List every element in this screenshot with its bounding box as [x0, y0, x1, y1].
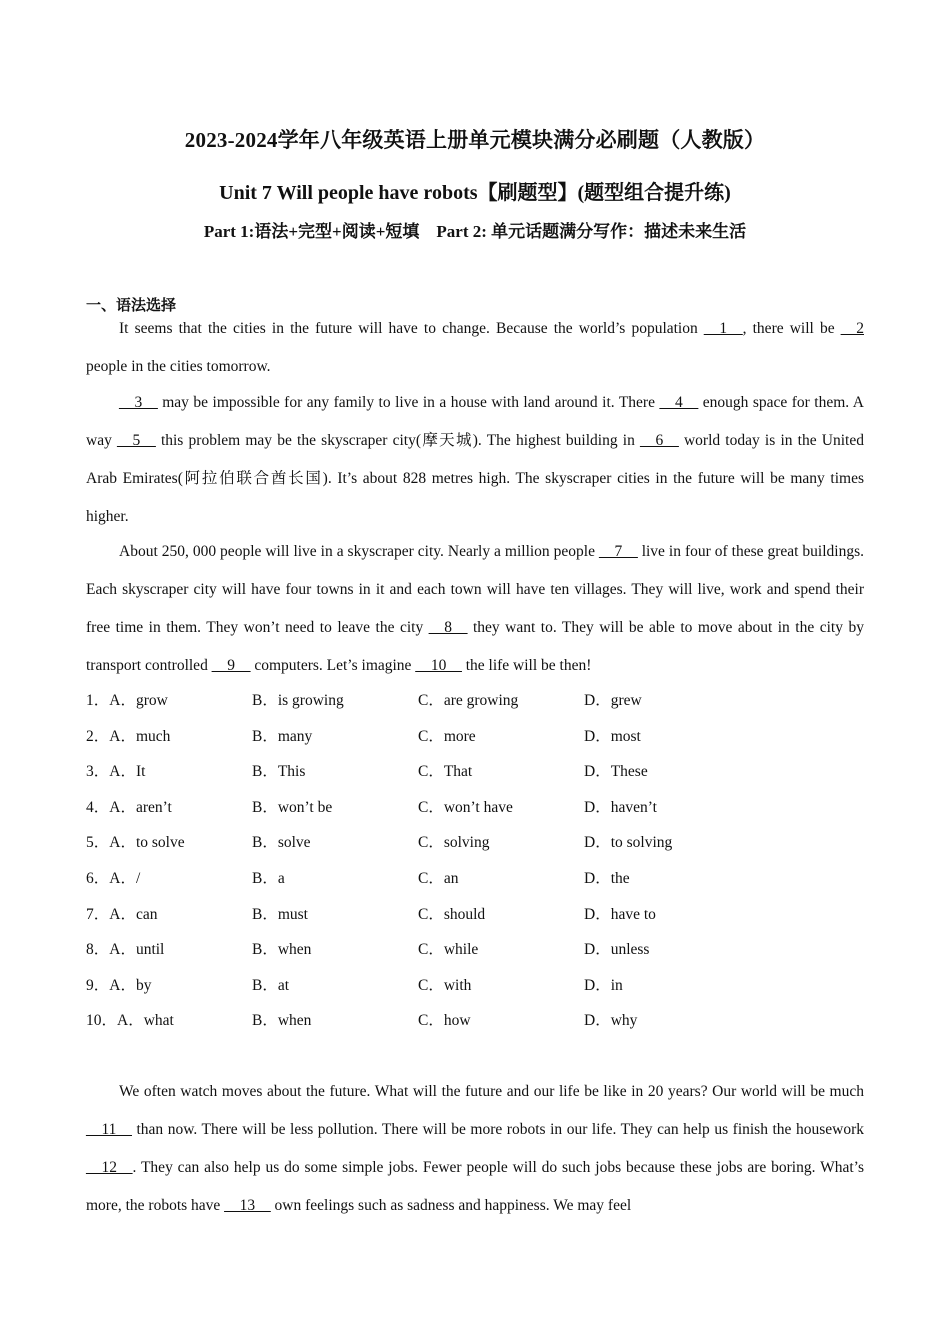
- option-c: C．should: [418, 905, 486, 923]
- passage2-paragraph1: We often watch moves about the future. What will the future and our life be like in 20 years? Our world will be much __11__ than now. There will be less pollution. There will be more robots in our life. They can help us finish the housework __12__. They can also help us do some simple jobs. Fewer people will do such jobs because these jobs are boring. What’s more, the robots have __13__ own feelings such as sadness and happiness. We may feel: [86, 1083, 864, 1214]
- option-b: B．when: [252, 941, 312, 959]
- option-d: D．unless: [584, 941, 650, 959]
- section-heading-grammar: 一、语法选择: [86, 298, 177, 314]
- option-c: C．won’t have: [418, 798, 513, 816]
- option-d: D．have to: [584, 905, 656, 923]
- option-d: D．in: [584, 976, 623, 994]
- question-options-row: [86, 932, 864, 968]
- passage1-paragraph2: __3__ may be impossible for any family to live in a house with land around it. There __4__ enough space for them. A way __5__ this problem may be the skyscraper city(摩天城). The highest building in __6__ world today is in the United Arab Emirates(阿拉伯联合酋长国). It’s about 828 metres high. The skyscraper cities in the future will be many times higher.: [86, 394, 864, 525]
- option-d: D．These: [584, 763, 648, 781]
- blank-6: __6__: [640, 432, 679, 449]
- option-c: C．an: [418, 869, 459, 887]
- option-d: D．grew: [584, 692, 642, 709]
- option-a: 8．A．until: [86, 941, 165, 959]
- option-b: B．This: [252, 763, 306, 781]
- passage1-paragraph1: It seems that the cities in the future will have to change. Because the world’s population __1__, there will be __2 people in the cities tomorrow.: [86, 320, 864, 375]
- option-b: B．must: [252, 905, 308, 923]
- question-options-row: [86, 861, 864, 897]
- option-b: B．at: [252, 976, 290, 994]
- option-a: 6．A．/: [86, 869, 141, 887]
- blank-13: __13__: [224, 1197, 271, 1214]
- option-c: C．more: [418, 727, 476, 745]
- blank-7: __7__: [598, 543, 638, 560]
- parts-line: Part 1:语法+完型+阅读+短填 Part 2: 单元话题满分写作：描述未来生活: [203, 222, 747, 241]
- blank-10: __10__: [415, 657, 462, 674]
- question-options-row: [86, 719, 864, 755]
- option-a: 7．A．can: [86, 905, 158, 923]
- option-c: C．solving: [418, 834, 490, 852]
- question-options-row: [86, 683, 864, 719]
- blank-12: __12__: [86, 1159, 133, 1176]
- option-b: B．many: [252, 727, 313, 745]
- blank-2: __2: [840, 320, 864, 337]
- option-a: 5．A．to solve: [86, 834, 185, 852]
- question-options-row: [86, 754, 864, 790]
- blank-5: __5__: [117, 432, 156, 449]
- question-options-row: [86, 825, 864, 861]
- option-a: 4．A．aren’t: [86, 798, 172, 816]
- question-options-row: [86, 1003, 864, 1039]
- options-list: [86, 683, 864, 1039]
- blank-9: __9__: [211, 657, 251, 674]
- option-b: B．solve: [252, 834, 311, 852]
- option-a: 10．A．what: [86, 1012, 174, 1030]
- option-b: B．a: [252, 869, 285, 887]
- unit-subtitle: Unit 7 Will people have robots【刷题型】(题型组合提升练): [219, 182, 731, 204]
- option-d: D．why: [584, 1012, 638, 1030]
- option-a: 3．A．It: [86, 763, 146, 781]
- question-options-row: [86, 790, 864, 826]
- blank-4: __4__: [659, 394, 699, 411]
- question-options-row: [86, 968, 864, 1004]
- blank-8: __8__: [428, 619, 468, 636]
- document-title: 2023-2024学年八年级英语上册单元模块满分必刷题（人教版）: [184, 128, 766, 152]
- option-d: D．to solving: [584, 834, 673, 852]
- option-b: B．when: [252, 1012, 312, 1030]
- option-b: B．is growing: [252, 692, 344, 709]
- option-c: C．are growing: [418, 692, 519, 709]
- blank-1: __1__: [703, 320, 743, 337]
- option-a: 2．A．much: [86, 727, 171, 745]
- blank-3: __3__: [119, 394, 158, 411]
- option-c: C．That: [418, 763, 473, 781]
- option-c: C．with: [418, 976, 472, 994]
- option-d: D．the: [584, 869, 630, 887]
- option-a: 9．A．by: [86, 976, 152, 994]
- option-c: C．how: [418, 1012, 471, 1030]
- passage1-paragraph3: About 250, 000 people will live in a skyscraper city. Nearly a million people __7__ live in four of these great buildings. Each skyscraper city will have four towns in it and each town will have ten villages. They will live, work and spend their free time in them. They won’t need to leave the city __8__ they want to. They will be able to move about in the city by transport controlled __9__ computers. Let’s imagine __10__ the life will be then!: [86, 543, 864, 674]
- option-a: 1．A．grow: [86, 692, 168, 709]
- option-d: D．most: [584, 727, 641, 745]
- option-d: D．haven’t: [584, 798, 657, 816]
- question-options-row: [86, 897, 864, 933]
- option-c: C．while: [418, 941, 479, 959]
- option-b: B．won’t be: [252, 798, 333, 816]
- blank-11: __11__: [86, 1121, 132, 1138]
